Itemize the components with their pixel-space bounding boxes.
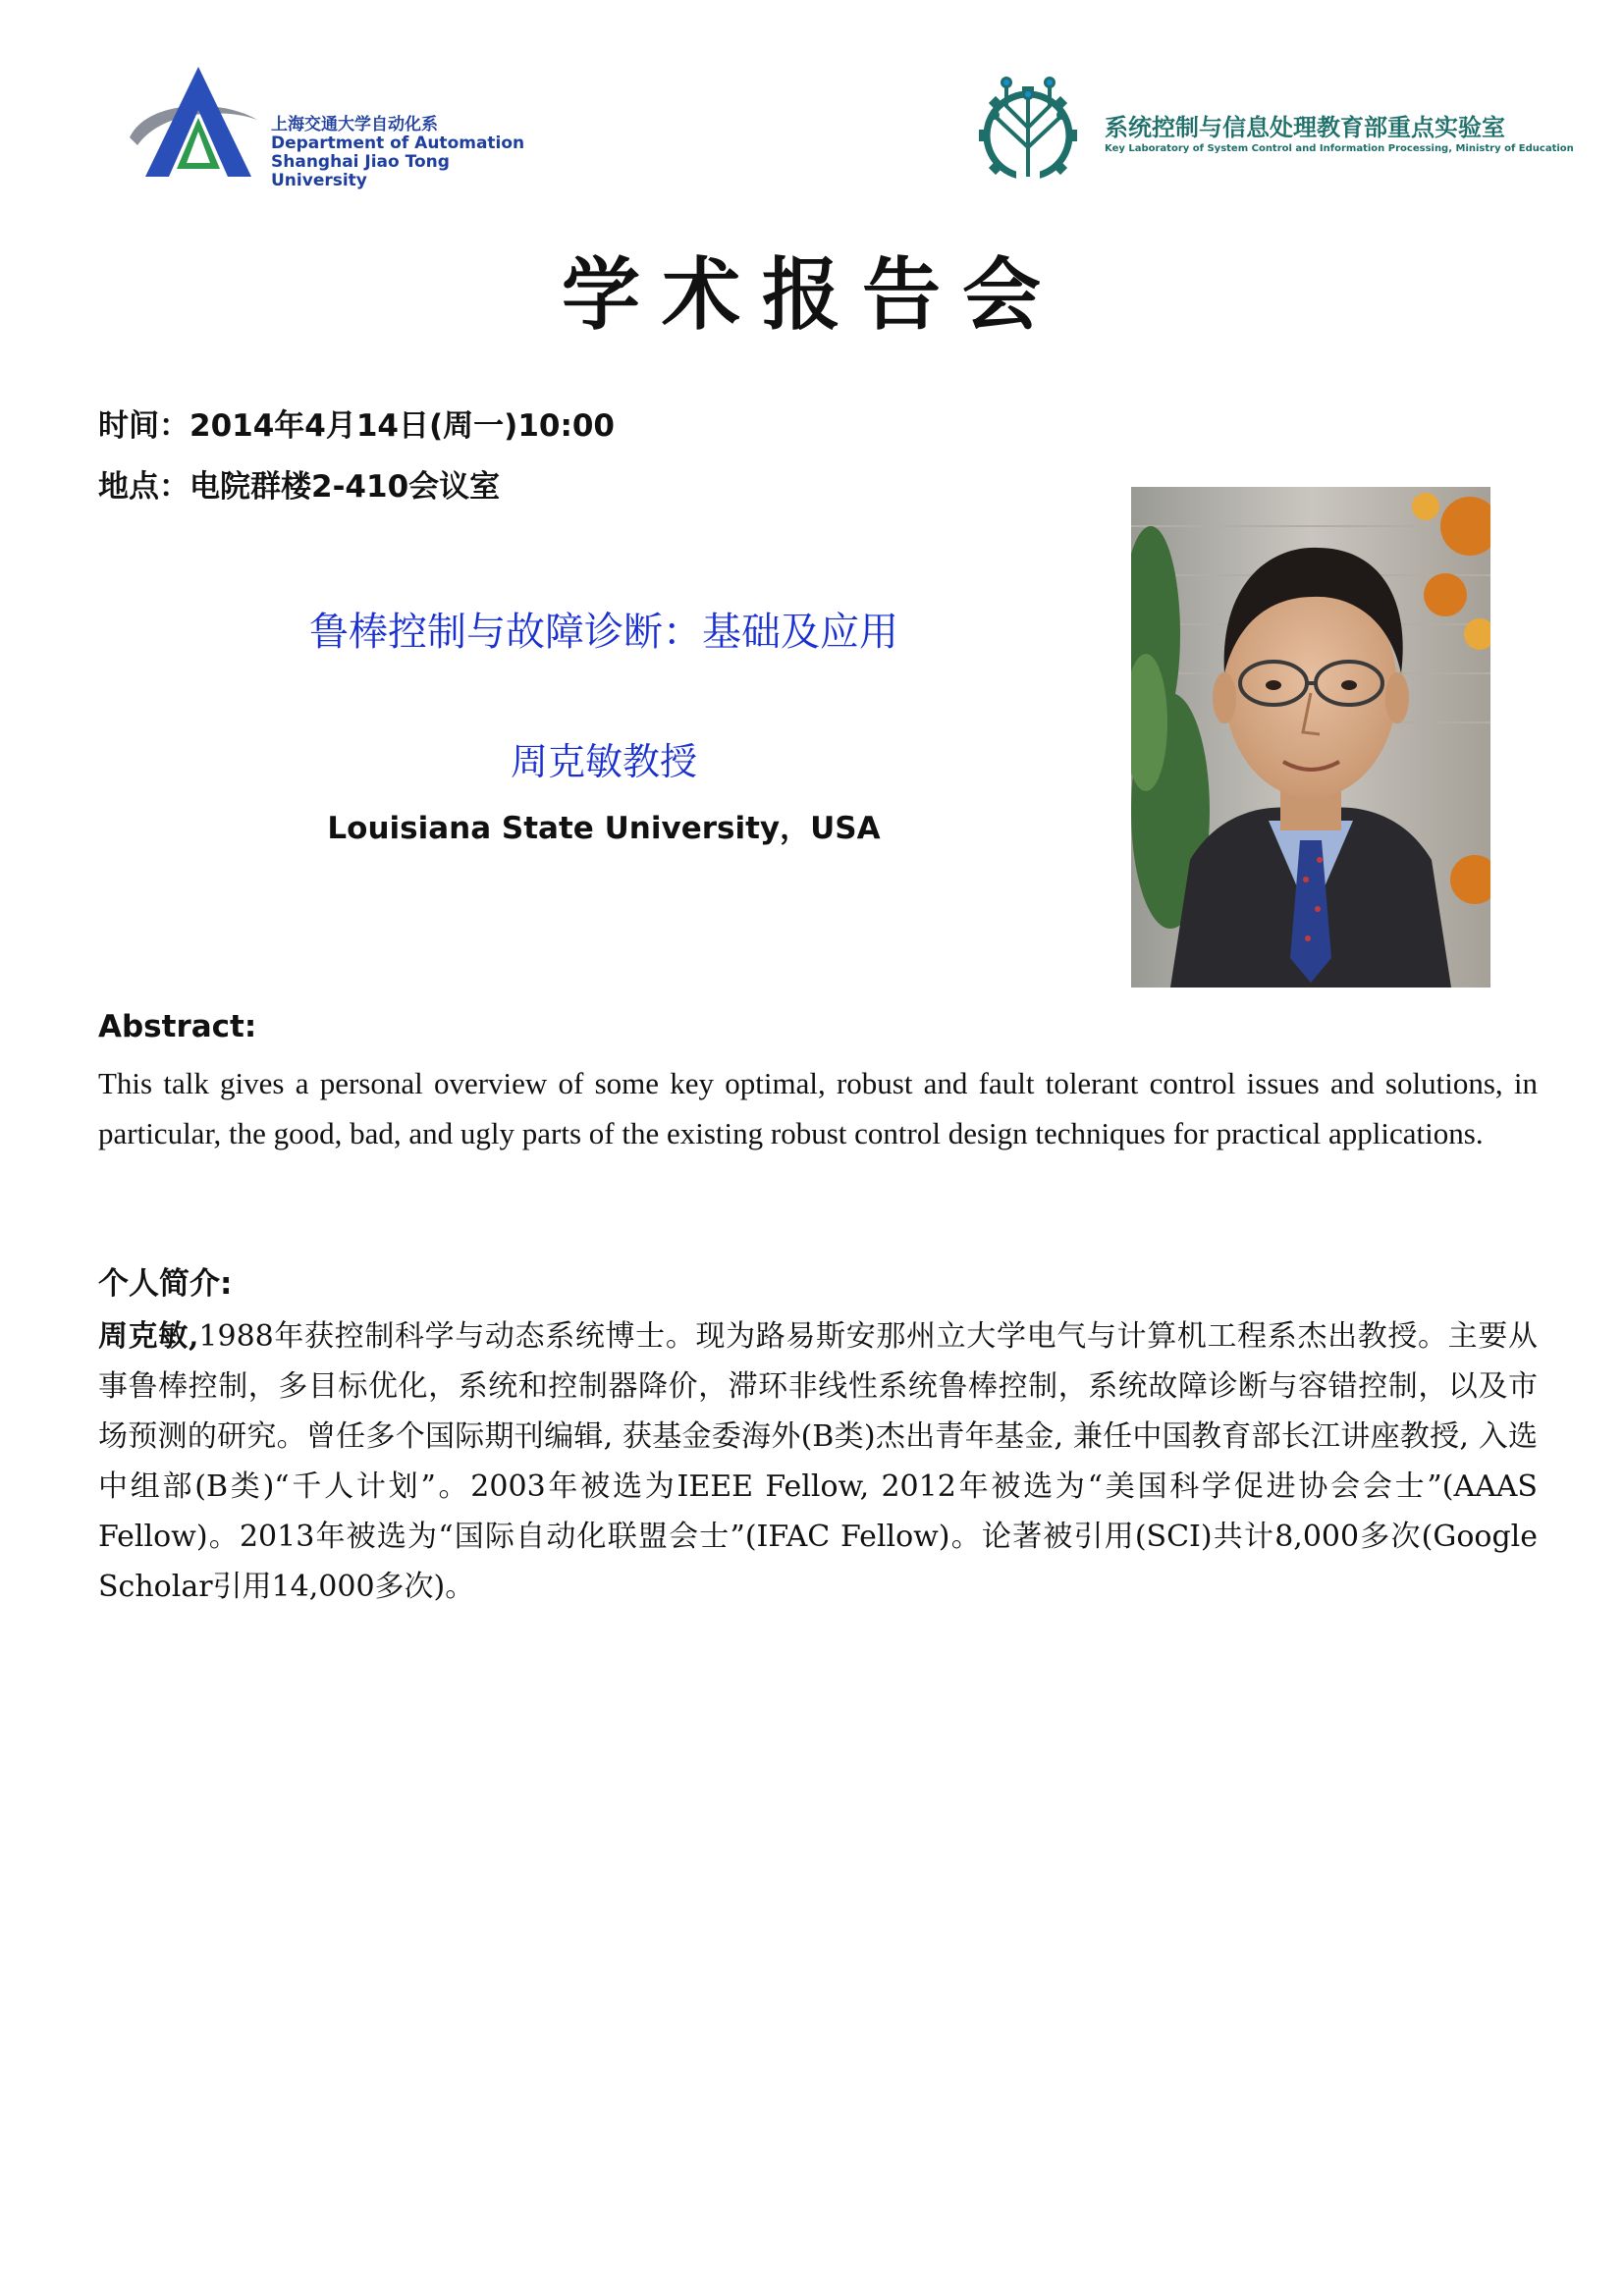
bio-name: 周克敏, [98,1319,199,1354]
sjtu-logo-en-line2: Shanghai Jiao Tong University [271,152,450,190]
bio-heading: 个人简介: [98,1266,233,1302]
key-lab-en-text: Key Laboratory of System Control and Information Processing, Ministry of Education [1105,143,1574,154]
abstract-heading: Abstract: [98,1009,257,1044]
page-title: 学术报告会 [562,248,1062,341]
abstract-text: This talk gives a personal overview of some key optimal, robust and fault tolerant control issues and solutions, in particular, the good, bad, and ugly parts of the existing robust control design techniques for practical applications. [98,1066,1538,1150]
bio-text: 1988年获控制科学与动态系统博士。现为路易斯安那州立大学电气与计算机工程系杰出教授。主要从事鲁棒控制，多目标优化，系统和控制器降价，滞环非线性系统鲁棒控制，系统故障诊断与容错控制，以及市场预测的研究。曾任多个国际期刊编辑, 获基金委海外(B类)杰出青年基金, 兼任中国教育部长江讲座教授, 入选中组部(B类)“千人计划”。2003年被选为IEEE Fellow, 2012年被选为“美国科学促进协会会士”(AAAS Fellow)。2013年被选为“国际自动化联盟会士”(IFAC Fellow)。论著被引用(SCI)共计8,000多次(Google Scholar引用14,000多次)。 [98,1319,1538,1604]
key-lab-logo [967,59,1574,196]
speaker-affiliation: Louisiana State University，USA [327,811,881,846]
bio-paragraph [98,1311,1538,1612]
speaker-name: 周克敏教授 [510,740,697,783]
sjtu-logo-cn-text: 上海交通大学自动化系 [271,115,438,134]
sjtu-logo-en-line1: Department of Automation [271,133,525,153]
talk-title: 鲁棒控制与故障诊断：基础及应用 [309,610,898,655]
event-location: 地点：电院群楼2-410会议室 [98,469,501,505]
event-time: 时间：2014年4月14日(周一)10:00 [98,408,616,444]
sjtu-a-emblem-icon [128,61,275,184]
speaker-photo [1131,487,1490,988]
sjtu-automation-logo [128,61,540,188]
key-lab-cn-text: 系统控制与信息处理教育部重点实验室 [1105,114,1505,141]
circuit-gear-emblem-icon [967,59,1095,191]
